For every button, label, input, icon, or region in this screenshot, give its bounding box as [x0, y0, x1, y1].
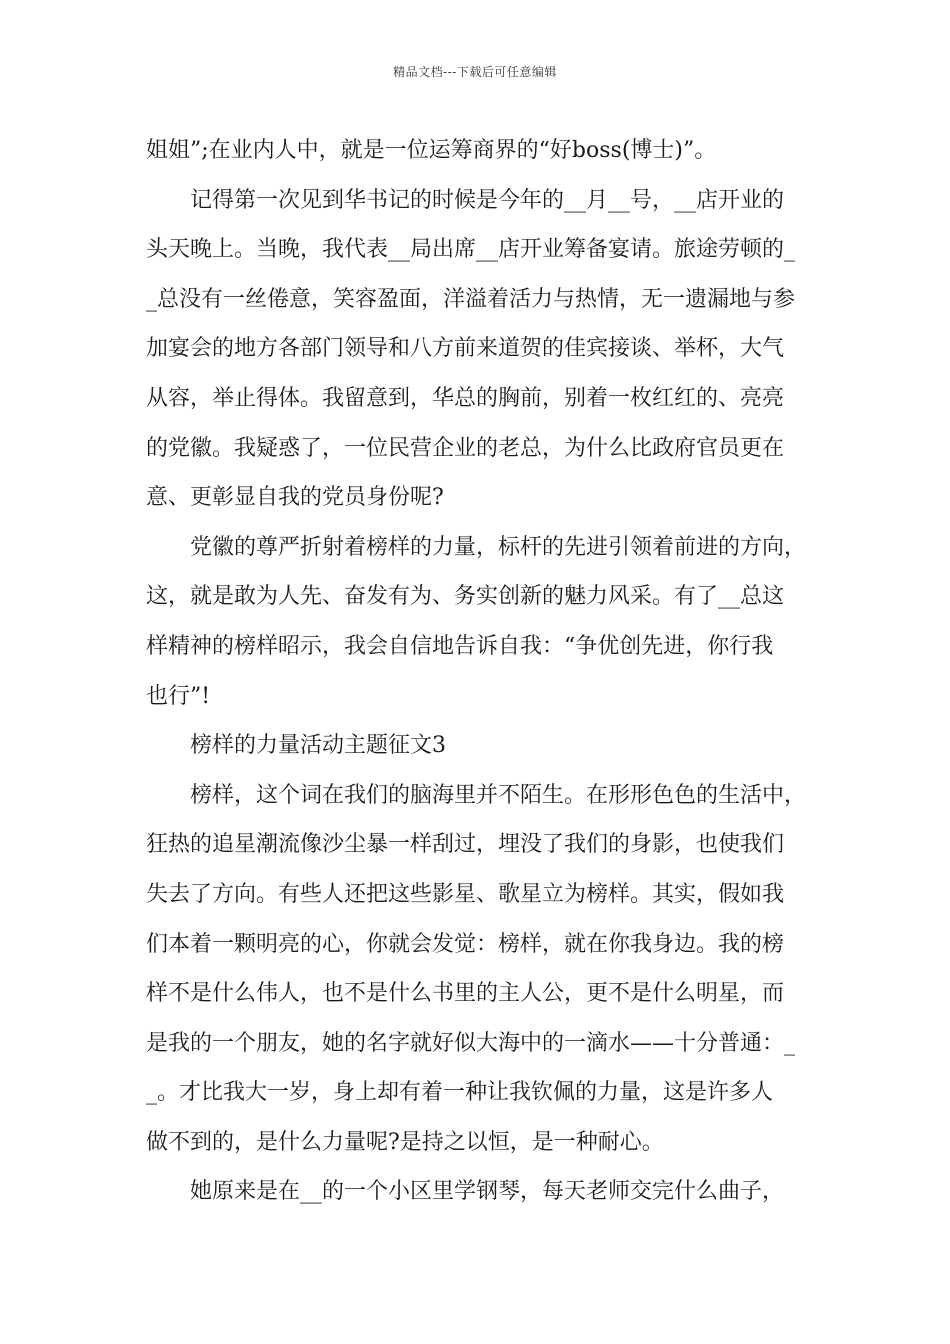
page-header: 精品文档---下载后可任意编辑: [393, 65, 557, 79]
text-line: 也行”!: [146, 683, 211, 709]
text-line: 失去了方向。有些人还把这些影星、歌星立为榜样。其实，假如我: [146, 881, 785, 907]
text-line: 的党徽。我疑惑了，一位民营企业的老总，为什么比政府官员更在: [146, 435, 785, 461]
paragraph-start-line: 记得第一次见到华书记的时候是今年的__月__号，__店开业的: [190, 187, 785, 213]
document-body: [146, 126, 806, 1217]
text-line: 头天晚上。当晚，我代表__局出席__店开业筹备宴请。旅途劳顿的_: [146, 237, 796, 263]
text-line: 意、更彰显自我的党员身份呢?: [146, 485, 444, 511]
text-line: 样不是什么伟人，也不是什么书里的主人公，更不是什么明星，而: [146, 981, 785, 1007]
text-line: _总没有一丝倦意，笑容盈面，洋溢着活力与热情，无一遗漏地与参: [146, 286, 796, 312]
text-line: 做不到的，是什么力量呢?是持之以恒，是一种耐心。: [146, 1129, 664, 1155]
text-line: _。才比我大一岁，身上却有着一种让我钦佩的力量，这是许多人: [146, 1080, 774, 1106]
text-line: 狂热的追星潮流像沙尘暴一样刮过，埋没了我们的身影，也使我们: [146, 832, 785, 858]
text-line: 样精神的榜样昭示，我会自信地告诉自我：“争优创先进，你行我: [146, 633, 774, 659]
paragraph-start-line: 榜样，这个词在我们的脑海里并不陌生。在形形色色的生活中，: [190, 782, 807, 808]
paragraph-start-line: 党徽的尊严折射着榜样的力量，标杆的先进引领着前进的方向，: [190, 534, 807, 560]
text-line: 姐姐”;在业内人中，就是一位运筹商界的“好boss(博士)”。: [146, 138, 717, 163]
text-line: 这，就是敢为人先、奋发有为、务实创新的魅力风采。有了__总这: [146, 584, 785, 610]
paragraph-start-line: 她原来是在__的一个小区里学钢琴，每天老师交完什么曲子，: [190, 1179, 785, 1205]
text-line: 是我的一个朋友，她的名字就好似大海中的一滴水——十分普通：_: [146, 1030, 796, 1056]
text-line: 加宴会的地方各部门领导和八方前来道贺的佳宾接谈、举杯，大气: [146, 336, 785, 362]
text-line: 们本着一颗明亮的心，你就会发觉：榜样，就在你我身边。我的榜: [146, 931, 785, 957]
text-line: 从容，举止得体。我留意到，华总的胸前，别着一枚红红的、亮亮: [146, 385, 785, 411]
section-title: 榜样的力量活动主题征文3: [190, 733, 446, 759]
